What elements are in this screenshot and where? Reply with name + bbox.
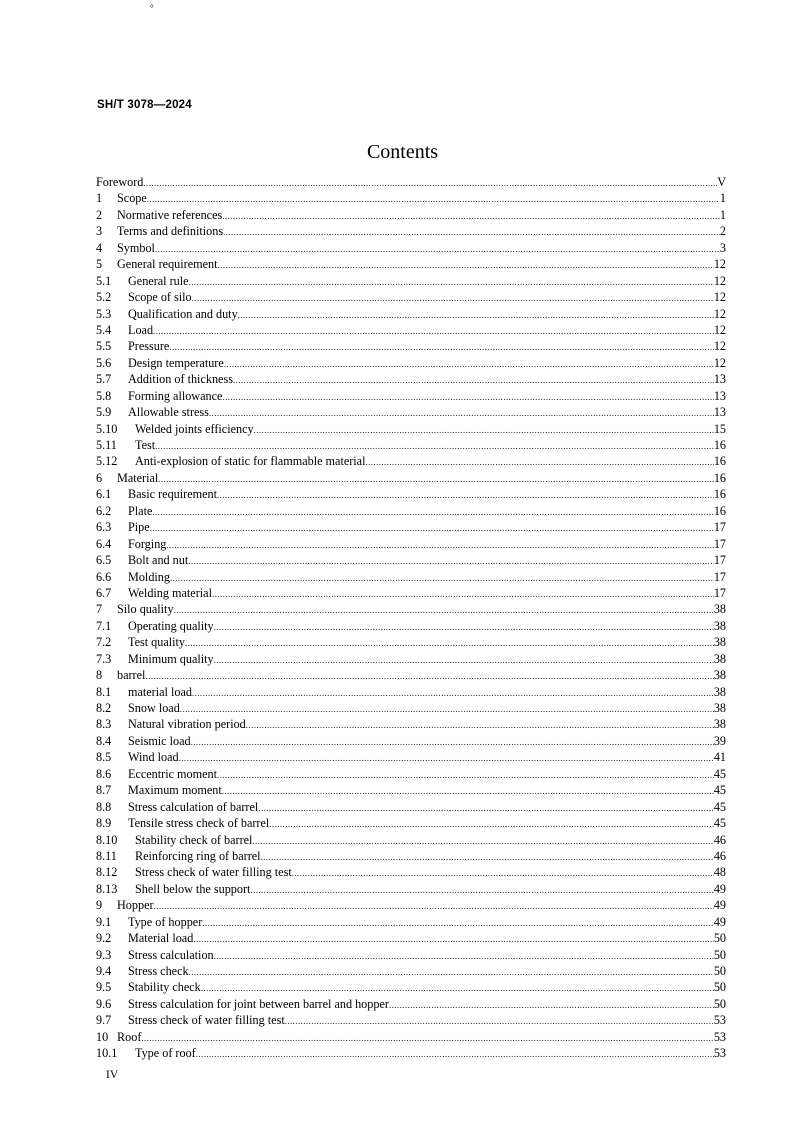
toc-entry[interactable] (96, 585, 726, 601)
toc-entry[interactable] (96, 174, 726, 190)
toc-entry-page: 38 (713, 651, 726, 666)
toc-entry-title: Forging (128, 536, 167, 551)
toc-entry-number: 8 (96, 668, 103, 683)
toc-entry-page: 12 (713, 322, 726, 337)
toc-entry-page: 50 (713, 964, 726, 978)
toc-entry[interactable] (96, 897, 726, 913)
toc-entry-title: Wind load (128, 750, 179, 765)
toc-entry-page: 53 (713, 1046, 726, 1061)
toc-entry-number: 9.7 (96, 1013, 112, 1028)
toc-entry-number: 5.11 (96, 438, 117, 452)
dot-leader (252, 833, 713, 849)
toc-entry-page: 38 (713, 717, 726, 732)
dot-leader (158, 471, 714, 487)
toc-entry-number: 6.2 (96, 503, 112, 518)
toc-entry-title: Minimum quality (128, 651, 214, 666)
toc-entry-title: Stress calculation of barrel (128, 799, 259, 814)
toc-entry-title: Type of roof (135, 1046, 196, 1061)
toc-entry-page: 38 (713, 635, 726, 650)
toc-entry-number: 5.4 (96, 322, 112, 337)
dot-leader (196, 1046, 714, 1062)
dot-leader (212, 586, 714, 602)
toc-entry-number: 9.2 (96, 931, 112, 946)
toc-entry[interactable] (96, 914, 726, 930)
toc-entry-number: 5.1 (96, 273, 112, 288)
toc-entry[interactable] (96, 519, 726, 535)
toc-entry-number: 5.10 (96, 421, 118, 436)
toc-entry-page: 45 (713, 783, 726, 798)
toc-entry[interactable] (96, 338, 726, 354)
dot-leader (222, 208, 720, 224)
toc-entry-title: Plate (128, 503, 153, 518)
toc-entry-page: 16 (713, 487, 726, 502)
toc-entry-page: 13 (713, 405, 726, 420)
toc-entry-title: Stress calculation (128, 947, 214, 962)
toc-entry-title: Stability check (128, 980, 201, 995)
dot-leader (192, 290, 714, 306)
toc-entry-title: Symbol (117, 240, 155, 255)
toc-entry[interactable] (96, 470, 726, 486)
toc-entry-number: 8.7 (96, 783, 112, 798)
dot-leader (254, 422, 714, 438)
toc-entry-number: 4 (96, 240, 103, 255)
toc-entry-page: 13 (713, 388, 726, 403)
dot-leader (202, 915, 714, 931)
toc-entry-page: 46 (713, 832, 726, 847)
dot-leader (193, 931, 714, 947)
dot-leader (143, 175, 717, 191)
dot-leader (292, 865, 714, 881)
dot-leader (246, 717, 714, 733)
toc-entry-page: 2 (719, 224, 726, 239)
toc-entry[interactable] (96, 716, 726, 732)
toc-entry[interactable] (96, 1029, 726, 1045)
toc-entry-number: 8.9 (96, 816, 112, 831)
dot-leader (189, 964, 714, 980)
toc-entry-page: 41 (713, 750, 726, 765)
toc-entry-title: Maximum moment (128, 783, 222, 798)
toc-entry[interactable] (96, 223, 726, 239)
toc-entry-title: Hopper (117, 898, 154, 913)
toc-entry-title: Operating quality (128, 618, 214, 633)
toc-entry[interactable] (96, 618, 726, 634)
toc-entry-title: Material load (128, 931, 194, 946)
toc-entry-title: Normative references (117, 207, 223, 222)
toc-entry-title: Welded joints efficiency (135, 421, 254, 436)
toc-entry-page: 17 (713, 536, 726, 551)
toc-entry[interactable] (96, 799, 726, 815)
toc-entry-number: 9.6 (96, 996, 112, 1011)
toc-entry-number: 5.9 (96, 405, 112, 420)
toc-entry-title: barrel (117, 668, 146, 683)
toc-entry-title: Material (117, 470, 159, 485)
toc-entry-number: 7 (96, 602, 103, 617)
toc-entry-title: Test quality (128, 635, 186, 650)
toc-entry-title: Qualification and duty (128, 306, 238, 321)
toc-entry[interactable] (96, 240, 726, 256)
dot-leader (150, 520, 714, 536)
toc-entry-number: 5 (96, 257, 103, 272)
toc-entry-page: 3 (719, 240, 726, 255)
toc-entry[interactable] (96, 996, 726, 1012)
toc-entry-page: 50 (713, 947, 726, 962)
toc-entry-number: 8.12 (96, 865, 118, 880)
toc-entry[interactable] (96, 782, 726, 798)
dot-leader (233, 372, 714, 388)
toc-entry-title: Bolt and nut (128, 553, 189, 568)
toc-entry-title: Reinforcing ring of barrel (135, 848, 261, 863)
toc-entry-number: 2 (96, 207, 103, 222)
toc-entry-page: 48 (713, 865, 726, 880)
toc-entry-number: 6.4 (96, 536, 112, 551)
toc-entry-title: Shell below the support (135, 881, 251, 896)
standard-code: SH/T 3078—2024 (97, 99, 192, 111)
toc-entry-page: 16 (713, 503, 726, 518)
toc-entry-title: General rule (128, 273, 189, 288)
toc-entry-number: 5.8 (96, 388, 112, 403)
dot-leader (269, 816, 714, 832)
toc-entry[interactable] (96, 601, 726, 617)
dot-leader (222, 783, 714, 799)
toc-entry-number: 8.13 (96, 881, 118, 896)
toc-entry-number: 5.2 (96, 290, 112, 305)
toc-entry-page: V (717, 175, 726, 189)
dot-leader (169, 339, 714, 355)
toc-entry-number: 5.7 (96, 372, 112, 387)
toc-entry-title: material load (128, 684, 192, 699)
toc-entry-page: 17 (713, 553, 726, 568)
toc-entry[interactable] (96, 273, 726, 289)
dot-leader (209, 405, 714, 421)
toc-entry-title: Seismic load (128, 733, 191, 748)
toc-entry-title: Stability check of barrel (135, 832, 253, 847)
toc-entry-title: Stress check (128, 964, 189, 978)
toc-entry-page: 12 (713, 273, 726, 288)
toc-entry-title: Basic requirement (128, 487, 218, 502)
dot-leader (217, 487, 714, 503)
toc-entry-number: 9.4 (96, 964, 112, 978)
toc-entry[interactable] (96, 1045, 726, 1061)
toc-entry-number: 7.1 (96, 618, 112, 633)
toc-entry[interactable] (96, 832, 726, 848)
dot-leader (238, 307, 714, 323)
toc-entry-number: 6.3 (96, 520, 112, 535)
dot-leader (147, 191, 720, 207)
toc-entry-number: 8.2 (96, 701, 112, 715)
toc-entry-number: 8.8 (96, 799, 112, 814)
toc-entry-title: Eccentric moment (128, 766, 217, 781)
toc-entry-title: Test (135, 438, 156, 452)
toc-entry-page: 45 (713, 816, 726, 831)
dot-leader (223, 224, 720, 240)
toc-entry[interactable] (96, 815, 726, 831)
toc-entry-title: Foreword (96, 175, 144, 189)
toc-entry-number: 8.3 (96, 717, 112, 732)
toc-entry-number: 9.5 (96, 980, 112, 995)
toc-entry[interactable] (96, 486, 726, 502)
toc-entry-page: 49 (713, 914, 726, 929)
toc-entry-page: 50 (713, 980, 726, 995)
toc-entry-page: 12 (713, 339, 726, 354)
toc-entry-page: 12 (713, 257, 726, 272)
toc-entry-number: 8.6 (96, 766, 112, 781)
dot-leader (224, 356, 714, 372)
toc-entry-number: 8.10 (96, 832, 118, 847)
toc-entry-page: 53 (713, 1029, 726, 1044)
toc-entry-page: 45 (713, 766, 726, 781)
toc-entry[interactable] (96, 355, 726, 371)
toc-entry-page: 17 (713, 520, 726, 535)
dot-leader (285, 1013, 714, 1029)
dot-leader (191, 734, 714, 750)
toc-entry-number: 6.7 (96, 585, 112, 600)
toc-entry-title: Allowable stress (128, 405, 209, 420)
toc-entry[interactable] (96, 766, 726, 782)
dot-leader (261, 849, 714, 865)
toc-entry[interactable] (96, 963, 726, 979)
toc-entry-number: 10 (96, 1029, 109, 1044)
dot-leader (155, 438, 714, 454)
toc-entry-title: Anti-explosion of static for flammable material (135, 454, 366, 469)
toc-entry-title: Terms and definitions (117, 224, 224, 239)
toc-entry-title: Stress check of water filling test (128, 1013, 285, 1028)
toc-entry-page: 16 (713, 454, 726, 469)
toc-entry-number: 5.12 (96, 454, 118, 469)
toc-entry-page: 38 (713, 701, 726, 715)
toc-entry-title: Tensile stress check of barrel (128, 816, 270, 831)
toc-entry[interactable] (96, 289, 726, 305)
toc-entry-number: 5.6 (96, 355, 112, 370)
toc-entry-title: Pipe (128, 520, 150, 535)
toc-entry[interactable] (96, 749, 726, 765)
toc-entry[interactable] (96, 1012, 726, 1028)
toc-entry[interactable] (96, 667, 726, 683)
dot-leader (214, 652, 714, 668)
toc-entry-page: 16 (713, 438, 726, 452)
toc-entry-title: Addition of thickness (128, 372, 233, 387)
toc-entry[interactable] (96, 864, 726, 880)
toc-entry-page: 17 (713, 569, 726, 584)
toc-entry[interactable] (96, 634, 726, 650)
dot-leader (365, 454, 713, 470)
toc-entry-number: 8.1 (96, 684, 112, 699)
toc-entry-number: 9.3 (96, 947, 112, 962)
toc-entry-number: 6 (96, 470, 103, 485)
toc-entry-page: 38 (713, 602, 726, 617)
toc-entry[interactable] (96, 979, 726, 995)
toc-entry-page: 46 (713, 848, 726, 863)
dot-leader (201, 980, 714, 996)
toc-entry[interactable] (96, 256, 726, 272)
toc-entry-title: Design temperature (128, 355, 224, 370)
toc-entry[interactable] (96, 881, 726, 897)
toc-entry[interactable] (96, 388, 726, 404)
toc-entry[interactable] (96, 947, 726, 963)
toc-entry-number: 9.1 (96, 914, 112, 929)
dot-leader (389, 997, 714, 1013)
dot-leader (217, 767, 714, 783)
toc-entry-page: 38 (713, 684, 726, 699)
toc-entry-number: 7.2 (96, 635, 112, 650)
dot-leader (185, 635, 714, 651)
toc-entry-page: 38 (713, 668, 726, 683)
toc-entry[interactable] (96, 536, 726, 552)
toc-entry-page: 1 (719, 207, 726, 222)
toc-entry-number: 9 (96, 898, 103, 913)
toc-entry-title: Molding (128, 569, 170, 584)
toc-entry-number: 8.5 (96, 750, 112, 765)
toc-entry-title: Roof (117, 1029, 142, 1044)
toc-entry-number: 6.1 (96, 487, 112, 502)
toc-entry[interactable] (96, 190, 726, 206)
dot-leader (258, 800, 714, 816)
dot-leader (154, 898, 714, 914)
toc-entry-page: 53 (713, 1013, 726, 1028)
toc-entry-page: 39 (713, 733, 726, 748)
toc-entry-title: Load (128, 322, 154, 337)
toc-entry[interactable] (96, 684, 726, 700)
toc-entry[interactable] (96, 552, 726, 568)
page-title: Contents (366, 141, 439, 163)
toc-entry-page: 38 (713, 618, 726, 633)
toc-entry[interactable] (96, 322, 726, 338)
toc-entry-page: 12 (713, 290, 726, 305)
dot-leader (188, 553, 714, 569)
toc-entry-title: Silo quality (117, 602, 174, 617)
dot-leader (155, 241, 720, 257)
toc-entry-number: 7.3 (96, 651, 112, 666)
toc-entry-number: 5.5 (96, 339, 112, 354)
toc-entry-title: Scope of silo (128, 290, 192, 305)
toc-entry-page: 12 (713, 306, 726, 321)
toc-entry-page: 50 (713, 931, 726, 946)
toc-entry-title: Scope (117, 191, 147, 206)
dot-leader (174, 602, 714, 618)
toc-entry-title: Snow load (128, 701, 180, 715)
dot-leader (153, 323, 714, 339)
toc-entry-title: Type of hopper (128, 914, 203, 929)
toc-entry-title: Pressure (128, 339, 170, 354)
table-of-contents (96, 174, 726, 1062)
dot-leader (189, 274, 714, 290)
toc-entry-number: 8.11 (96, 848, 117, 863)
toc-entry[interactable] (96, 930, 726, 946)
toc-entry[interactable] (96, 733, 726, 749)
toc-entry-page: 17 (713, 585, 726, 600)
dot-leader (141, 1030, 713, 1046)
toc-entry-title: Stress calculation for joint between barrel and hopper (128, 996, 389, 1011)
toc-entry-page: 12 (713, 355, 726, 370)
dot-leader (214, 948, 714, 964)
dot-leader (166, 537, 713, 553)
dot-leader (170, 570, 714, 586)
toc-entry-page: 13 (713, 372, 726, 387)
dot-leader (222, 389, 713, 405)
dot-leader (250, 882, 713, 898)
toc-entry[interactable] (96, 569, 726, 585)
toc-entry[interactable] (96, 651, 726, 667)
dot-leader (214, 619, 714, 635)
dot-leader (145, 668, 713, 684)
toc-entry-page: 50 (713, 996, 726, 1011)
toc-entry-number: 6.6 (96, 569, 112, 584)
toc-entry[interactable] (96, 453, 726, 469)
toc-entry-title: General requirement (117, 257, 218, 272)
toc-entry-number: 1 (96, 191, 103, 206)
toc-entry[interactable] (96, 503, 726, 519)
toc-entry[interactable] (96, 421, 726, 437)
page-number: IV (106, 1069, 119, 1081)
toc-entry-title: Natural vibration period (128, 717, 246, 732)
toc-entry-page: 45 (713, 799, 726, 814)
toc-entry[interactable] (96, 207, 726, 223)
toc-entry-number: 10.1 (96, 1046, 118, 1061)
toc-entry[interactable] (96, 306, 726, 322)
toc-entry-page: 15 (713, 421, 726, 436)
toc-entry[interactable] (96, 404, 726, 420)
toc-entry[interactable] (96, 848, 726, 864)
dot-leader (179, 750, 714, 766)
dot-leader (192, 685, 714, 701)
toc-entry-page: 16 (713, 470, 726, 485)
toc-entry-number: 3 (96, 224, 103, 239)
toc-entry[interactable] (96, 700, 726, 716)
toc-entry-page: 49 (713, 881, 726, 896)
toc-entry-page: 49 (713, 898, 726, 913)
toc-entry[interactable] (96, 437, 726, 453)
toc-entry-page: 1 (719, 191, 726, 206)
toc-entry-title: Stress check of water filling test (135, 865, 292, 880)
dot-leader (180, 701, 714, 717)
toc-entry-number: 6.5 (96, 553, 112, 568)
dot-leader (152, 504, 713, 520)
toc-entry-number: 5.3 (96, 306, 112, 321)
toc-entry-title: Forming allowance (128, 388, 223, 403)
dot-leader (218, 257, 714, 273)
toc-entry-title: Welding material (128, 585, 212, 600)
header-mark: ° (150, 3, 154, 13)
toc-entry-number: 8.4 (96, 733, 112, 748)
toc-entry[interactable] (96, 371, 726, 387)
